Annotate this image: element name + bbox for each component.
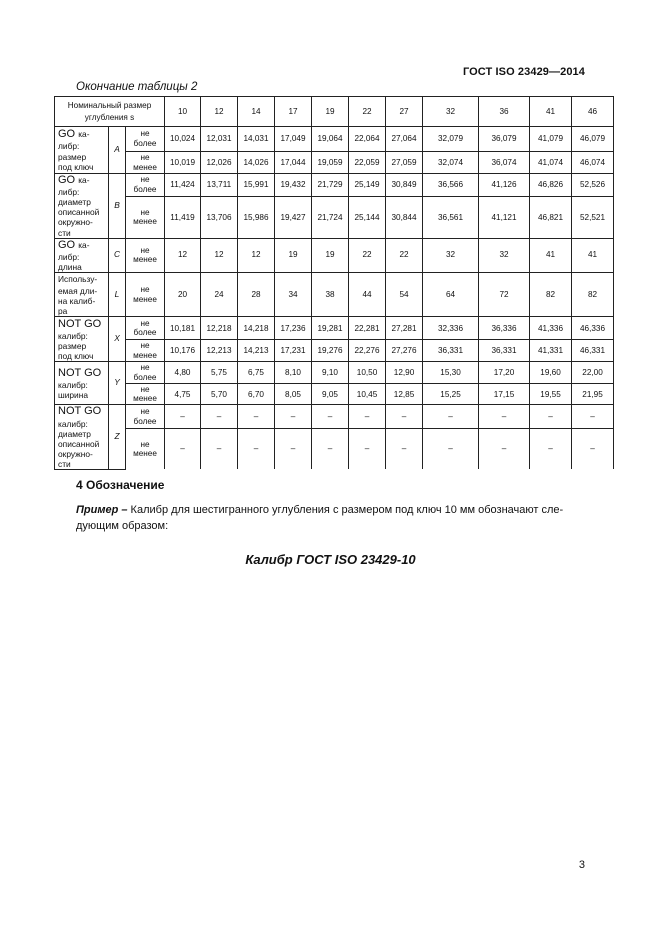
size-header: 19: [312, 97, 349, 127]
table-row: [55, 384, 614, 405]
value-cell: 6,70: [238, 384, 275, 405]
dimension-letter: B: [109, 174, 126, 239]
gauge-name-detail: калибр: диаметр описанной окружно- сти: [58, 418, 100, 469]
gauge-name-detail: калибр: размер под ключ: [58, 330, 94, 361]
value-cell: 19: [275, 238, 312, 272]
table-header-row: [55, 97, 614, 127]
limit-label: не более: [126, 405, 165, 429]
value-cell: 11,424: [165, 174, 201, 197]
gauge-name: [55, 317, 109, 362]
value-cell: 41,074: [530, 152, 572, 174]
dimension-letter: A: [109, 127, 126, 174]
value-cell: –: [530, 429, 572, 470]
gauge-name-detail: ка- либр: размер под ключ: [58, 129, 94, 172]
value-cell: 36,561: [423, 197, 479, 238]
value-cell: 22: [386, 238, 423, 272]
value-cell: 21,729: [312, 174, 349, 197]
value-cell: –: [201, 405, 238, 429]
gauge-name-major: NOT GO: [58, 405, 102, 418]
limit-label: не менее: [126, 384, 165, 405]
value-cell: 12,213: [201, 340, 238, 362]
value-cell: 52,526: [572, 174, 614, 197]
example-paragraph: [76, 503, 583, 534]
value-cell: 44: [349, 272, 386, 316]
value-cell: 19,064: [312, 127, 349, 152]
limit-label: не менее: [126, 272, 165, 316]
value-cell: 5,75: [201, 362, 238, 384]
value-cell: 19,276: [312, 340, 349, 362]
dimension-letter: C: [109, 238, 126, 272]
value-cell: 36,079: [479, 127, 530, 152]
value-cell: –: [275, 405, 312, 429]
table-body: [55, 97, 614, 470]
value-cell: 14,031: [238, 127, 275, 152]
value-cell: 22,276: [349, 340, 386, 362]
value-cell: 32,336: [423, 317, 479, 340]
value-cell: 32: [479, 238, 530, 272]
gauge-name: [55, 362, 109, 405]
value-cell: 41,126: [479, 174, 530, 197]
limit-label: не более: [126, 174, 165, 197]
value-cell: 64: [423, 272, 479, 316]
dimensions-table: [54, 96, 614, 470]
value-cell: 27,276: [386, 340, 423, 362]
value-cell: 41,336: [530, 317, 572, 340]
dimension-letter: Z: [109, 405, 126, 470]
value-cell: 41,121: [479, 197, 530, 238]
value-cell: 15,30: [423, 362, 479, 384]
value-cell: –: [165, 405, 201, 429]
value-cell: –: [423, 429, 479, 470]
size-header: 17: [275, 97, 312, 127]
gauge-name: [55, 238, 109, 272]
limit-label: не менее: [126, 197, 165, 238]
value-cell: 14,026: [238, 152, 275, 174]
value-cell: 21,724: [312, 197, 349, 238]
value-cell: 21,95: [572, 384, 614, 405]
value-cell: 19,432: [275, 174, 312, 197]
value-cell: 41: [530, 238, 572, 272]
value-cell: 32,074: [423, 152, 479, 174]
table-row: [55, 317, 614, 340]
size-header: 46: [572, 97, 614, 127]
value-cell: 4,75: [165, 384, 201, 405]
value-cell: 41: [572, 238, 614, 272]
value-cell: 5,70: [201, 384, 238, 405]
size-header: 12: [201, 97, 238, 127]
gauge-name-detail: Использу- емая дли- на калиб- ра: [58, 273, 98, 317]
size-header: 41: [530, 97, 572, 127]
table-row: [55, 238, 614, 272]
limit-label: не менее: [126, 152, 165, 174]
value-cell: –: [530, 405, 572, 429]
value-cell: 10,181: [165, 317, 201, 340]
dimension-letter: Y: [109, 362, 126, 405]
value-cell: 12,218: [201, 317, 238, 340]
limit-label: не более: [126, 317, 165, 340]
value-cell: 32: [423, 238, 479, 272]
value-cell: 82: [530, 272, 572, 316]
value-cell: 30,849: [386, 174, 423, 197]
value-cell: 52,521: [572, 197, 614, 238]
gauge-name-detail: ка- либр: диаметр описанной окружно- сти: [58, 175, 100, 238]
value-cell: –: [572, 429, 614, 470]
value-cell: –: [572, 405, 614, 429]
gauge-name-major: GO: [58, 128, 76, 141]
value-cell: 22,059: [349, 152, 386, 174]
value-cell: 41,079: [530, 127, 572, 152]
limit-label: не более: [126, 127, 165, 152]
value-cell: –: [386, 429, 423, 470]
size-header: 27: [386, 97, 423, 127]
value-cell: 9,05: [312, 384, 349, 405]
gauge-designation: Калибр ГОСТ ISO 23429-10: [245, 552, 416, 567]
gauge-name-major: GO: [58, 238, 76, 251]
example-text-line1: Калибр для шестигранного углубления с размером под ключ 10 мм обозначают сле-: [127, 504, 564, 516]
gauge-name-detail: калибр: ширина: [58, 379, 89, 400]
value-cell: 17,236: [275, 317, 312, 340]
value-cell: 22,281: [349, 317, 386, 340]
value-cell: 25,149: [349, 174, 386, 197]
page-number: 3: [578, 859, 585, 871]
value-cell: 28: [238, 272, 275, 316]
value-cell: –: [479, 405, 530, 429]
value-cell: 46,826: [530, 174, 572, 197]
size-header: 36: [479, 97, 530, 127]
gauge-name: [55, 405, 109, 470]
size-header: 22: [349, 97, 386, 127]
value-cell: –: [479, 429, 530, 470]
value-cell: 25,144: [349, 197, 386, 238]
value-cell: 82: [572, 272, 614, 316]
limit-label: не менее: [126, 429, 165, 470]
value-cell: 36,074: [479, 152, 530, 174]
limit-label: не более: [126, 362, 165, 384]
value-cell: 72: [479, 272, 530, 316]
size-header: 14: [238, 97, 275, 127]
table-caption: Окончание таблицы 2: [76, 81, 198, 93]
header-label: Номинальный размер углубления s: [55, 97, 165, 127]
value-cell: 15,986: [238, 197, 275, 238]
value-cell: 19,059: [312, 152, 349, 174]
table-row: [55, 152, 614, 174]
value-cell: 32,079: [423, 127, 479, 152]
value-cell: 12: [238, 238, 275, 272]
value-cell: 36,336: [479, 317, 530, 340]
gauge-name: [55, 272, 109, 316]
size-header: 32: [423, 97, 479, 127]
value-cell: –: [238, 405, 275, 429]
value-cell: 36,331: [423, 340, 479, 362]
value-cell: 13,711: [201, 174, 238, 197]
value-cell: 19,55: [530, 384, 572, 405]
gauge-name-detail: ка- либр: длина: [58, 239, 90, 272]
value-cell: 41,331: [530, 340, 572, 362]
value-cell: 24: [201, 272, 238, 316]
value-cell: 30,844: [386, 197, 423, 238]
value-cell: 17,15: [479, 384, 530, 405]
value-cell: 12,031: [201, 127, 238, 152]
value-cell: 38: [312, 272, 349, 316]
gauge-name: [55, 174, 109, 239]
value-cell: 10,176: [165, 340, 201, 362]
value-cell: 19,427: [275, 197, 312, 238]
value-cell: 13,706: [201, 197, 238, 238]
value-cell: 22,064: [349, 127, 386, 152]
value-cell: 19,60: [530, 362, 572, 384]
value-cell: 20: [165, 272, 201, 316]
value-cell: 15,25: [423, 384, 479, 405]
value-cell: –: [275, 429, 312, 470]
value-cell: 46,079: [572, 127, 614, 152]
gauge-name: [55, 127, 109, 174]
table-row: [55, 174, 614, 197]
value-cell: 9,10: [312, 362, 349, 384]
value-cell: 14,218: [238, 317, 275, 340]
example-label: Пример –: [76, 504, 128, 516]
dimension-letter: X: [109, 317, 126, 362]
table-row: [55, 405, 614, 429]
value-cell: 17,231: [275, 340, 312, 362]
value-cell: 54: [386, 272, 423, 316]
value-cell: 36,566: [423, 174, 479, 197]
value-cell: 6,75: [238, 362, 275, 384]
limit-label: не менее: [126, 340, 165, 362]
value-cell: 15,991: [238, 174, 275, 197]
value-cell: –: [349, 405, 386, 429]
value-cell: 46,336: [572, 317, 614, 340]
value-cell: 19: [312, 238, 349, 272]
value-cell: 4,80: [165, 362, 201, 384]
dimension-letter: L: [109, 272, 126, 316]
gauge-name-major: GO: [58, 174, 76, 186]
value-cell: 22,00: [572, 362, 614, 384]
value-cell: 19,281: [312, 317, 349, 340]
value-cell: 11,419: [165, 197, 201, 238]
value-cell: 8,10: [275, 362, 312, 384]
value-cell: 17,049: [275, 127, 312, 152]
example-text-line2: дующим образом:: [76, 519, 169, 532]
value-cell: –: [312, 405, 349, 429]
gauge-name-major: NOT GO: [58, 317, 102, 330]
value-cell: 12,90: [386, 362, 423, 384]
section-title: 4 Обозначение: [76, 478, 165, 492]
gauge-name-major: NOT GO: [58, 366, 102, 379]
table-row: [55, 429, 614, 470]
value-cell: –: [312, 429, 349, 470]
value-cell: 17,044: [275, 152, 312, 174]
value-cell: 10,45: [349, 384, 386, 405]
table-row: [55, 272, 614, 316]
value-cell: 17,20: [479, 362, 530, 384]
value-cell: 46,821: [530, 197, 572, 238]
value-cell: –: [386, 405, 423, 429]
value-cell: 12,026: [201, 152, 238, 174]
value-cell: 46,331: [572, 340, 614, 362]
value-cell: 10,50: [349, 362, 386, 384]
value-cell: 27,059: [386, 152, 423, 174]
value-cell: 8,05: [275, 384, 312, 405]
value-cell: 10,024: [165, 127, 201, 152]
value-cell: –: [165, 429, 201, 470]
value-cell: –: [349, 429, 386, 470]
value-cell: –: [201, 429, 238, 470]
table-row: [55, 127, 614, 152]
size-header: 10: [165, 97, 201, 127]
limit-label: не менее: [126, 238, 165, 272]
value-cell: 12: [165, 238, 201, 272]
value-cell: –: [423, 405, 479, 429]
value-cell: 46,074: [572, 152, 614, 174]
table-row: [55, 197, 614, 238]
value-cell: 12,85: [386, 384, 423, 405]
value-cell: –: [238, 429, 275, 470]
value-cell: 34: [275, 272, 312, 316]
value-cell: 27,064: [386, 127, 423, 152]
value-cell: 27,281: [386, 317, 423, 340]
table-row: [55, 340, 614, 362]
value-cell: 10,019: [165, 152, 201, 174]
value-cell: 36,331: [479, 340, 530, 362]
table-row: [55, 362, 614, 384]
value-cell: 12: [201, 238, 238, 272]
value-cell: 14,213: [238, 340, 275, 362]
value-cell: 22: [349, 238, 386, 272]
document-code: ГОСТ ISO 23429—2014: [462, 66, 585, 78]
